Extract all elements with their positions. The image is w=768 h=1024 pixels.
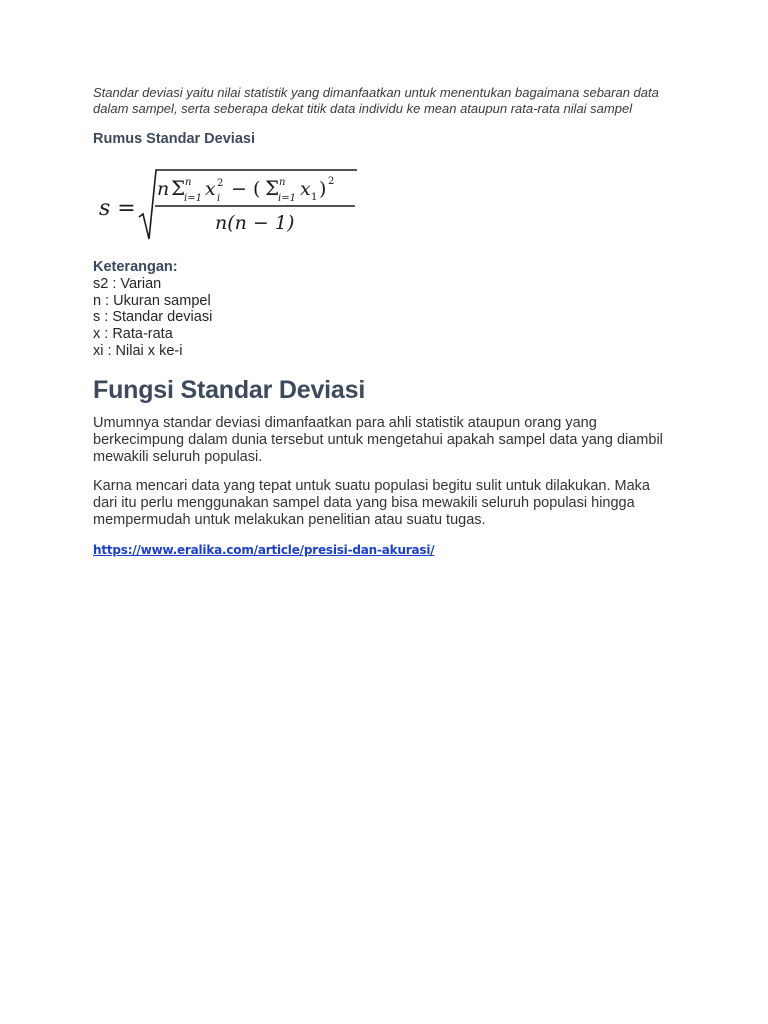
legend-item: s2 : Varian xyxy=(93,275,162,292)
svg-text:n: n xyxy=(279,177,286,188)
legend-block xyxy=(93,259,673,360)
formula-image xyxy=(93,165,365,245)
svg-text:2: 2 xyxy=(328,176,335,187)
svg-text:Σ: Σ xyxy=(265,176,280,200)
legend-item: s : Standar deviasi xyxy=(93,309,213,326)
intro-paragraph: Standar deviasi yaitu nilai statistik yang dimanfaatkan untuk menentukan bagaimana sebaran data dalam sampel, serta seberapa dekat titik data individu ke mean ataupun rata-rata nilai sampel xyxy=(93,85,659,116)
formula-heading: Rumus Standar Deviasi xyxy=(93,131,255,147)
svg-text:x: x xyxy=(300,178,311,200)
section-title: Fungsi Standar Deviasi xyxy=(93,375,366,404)
standard-deviation-formula xyxy=(93,165,365,245)
svg-text:2: 2 xyxy=(217,178,224,189)
svg-text:i=1: i=1 xyxy=(278,193,296,204)
formula-denominator: n(n − 1) xyxy=(215,212,295,234)
svg-text:n: n xyxy=(185,177,192,188)
svg-text:i=1: i=1 xyxy=(184,193,202,204)
svg-text:− (: − ( xyxy=(231,178,261,200)
reference-link[interactable]: https://www.eralika.com/article/presisi-dan-akurasi/ xyxy=(93,542,435,557)
svg-text:): ) xyxy=(319,178,327,200)
document-page xyxy=(93,85,673,559)
svg-text:x: x xyxy=(205,178,216,200)
svg-text:n: n xyxy=(157,178,170,200)
svg-text:Σ: Σ xyxy=(171,176,186,200)
legend-item: x : Rata-rata xyxy=(93,326,173,343)
formula-lhs: s = xyxy=(99,196,136,221)
legend-item: n : Ukuran sampel xyxy=(93,292,211,309)
body-paragraph: Karna mencari data yang tepat untuk suatu populasi begitu sulit untuk dilakukan. Maka dari itu perlu menggunakan sampel data yang bisa mewakili seluruh populasi hingga mempermudah untuk melakukan penelitian atau suatu tugas. xyxy=(93,477,650,528)
legend-title: Keterangan: xyxy=(93,259,178,275)
svg-text:1: 1 xyxy=(311,192,318,203)
legend-item: xi : Nilai x ke-i xyxy=(93,342,183,359)
formula-numerator xyxy=(157,176,334,204)
svg-text:i: i xyxy=(217,193,221,204)
body-paragraph: Umumnya standar deviasi dimanfaatkan para ahli statistik ataupun orang yang berkecimpung dalam dunia tersebut untuk mengetahui apakah sampel data yang diambil mewakili seluruh populasi. xyxy=(93,414,663,465)
